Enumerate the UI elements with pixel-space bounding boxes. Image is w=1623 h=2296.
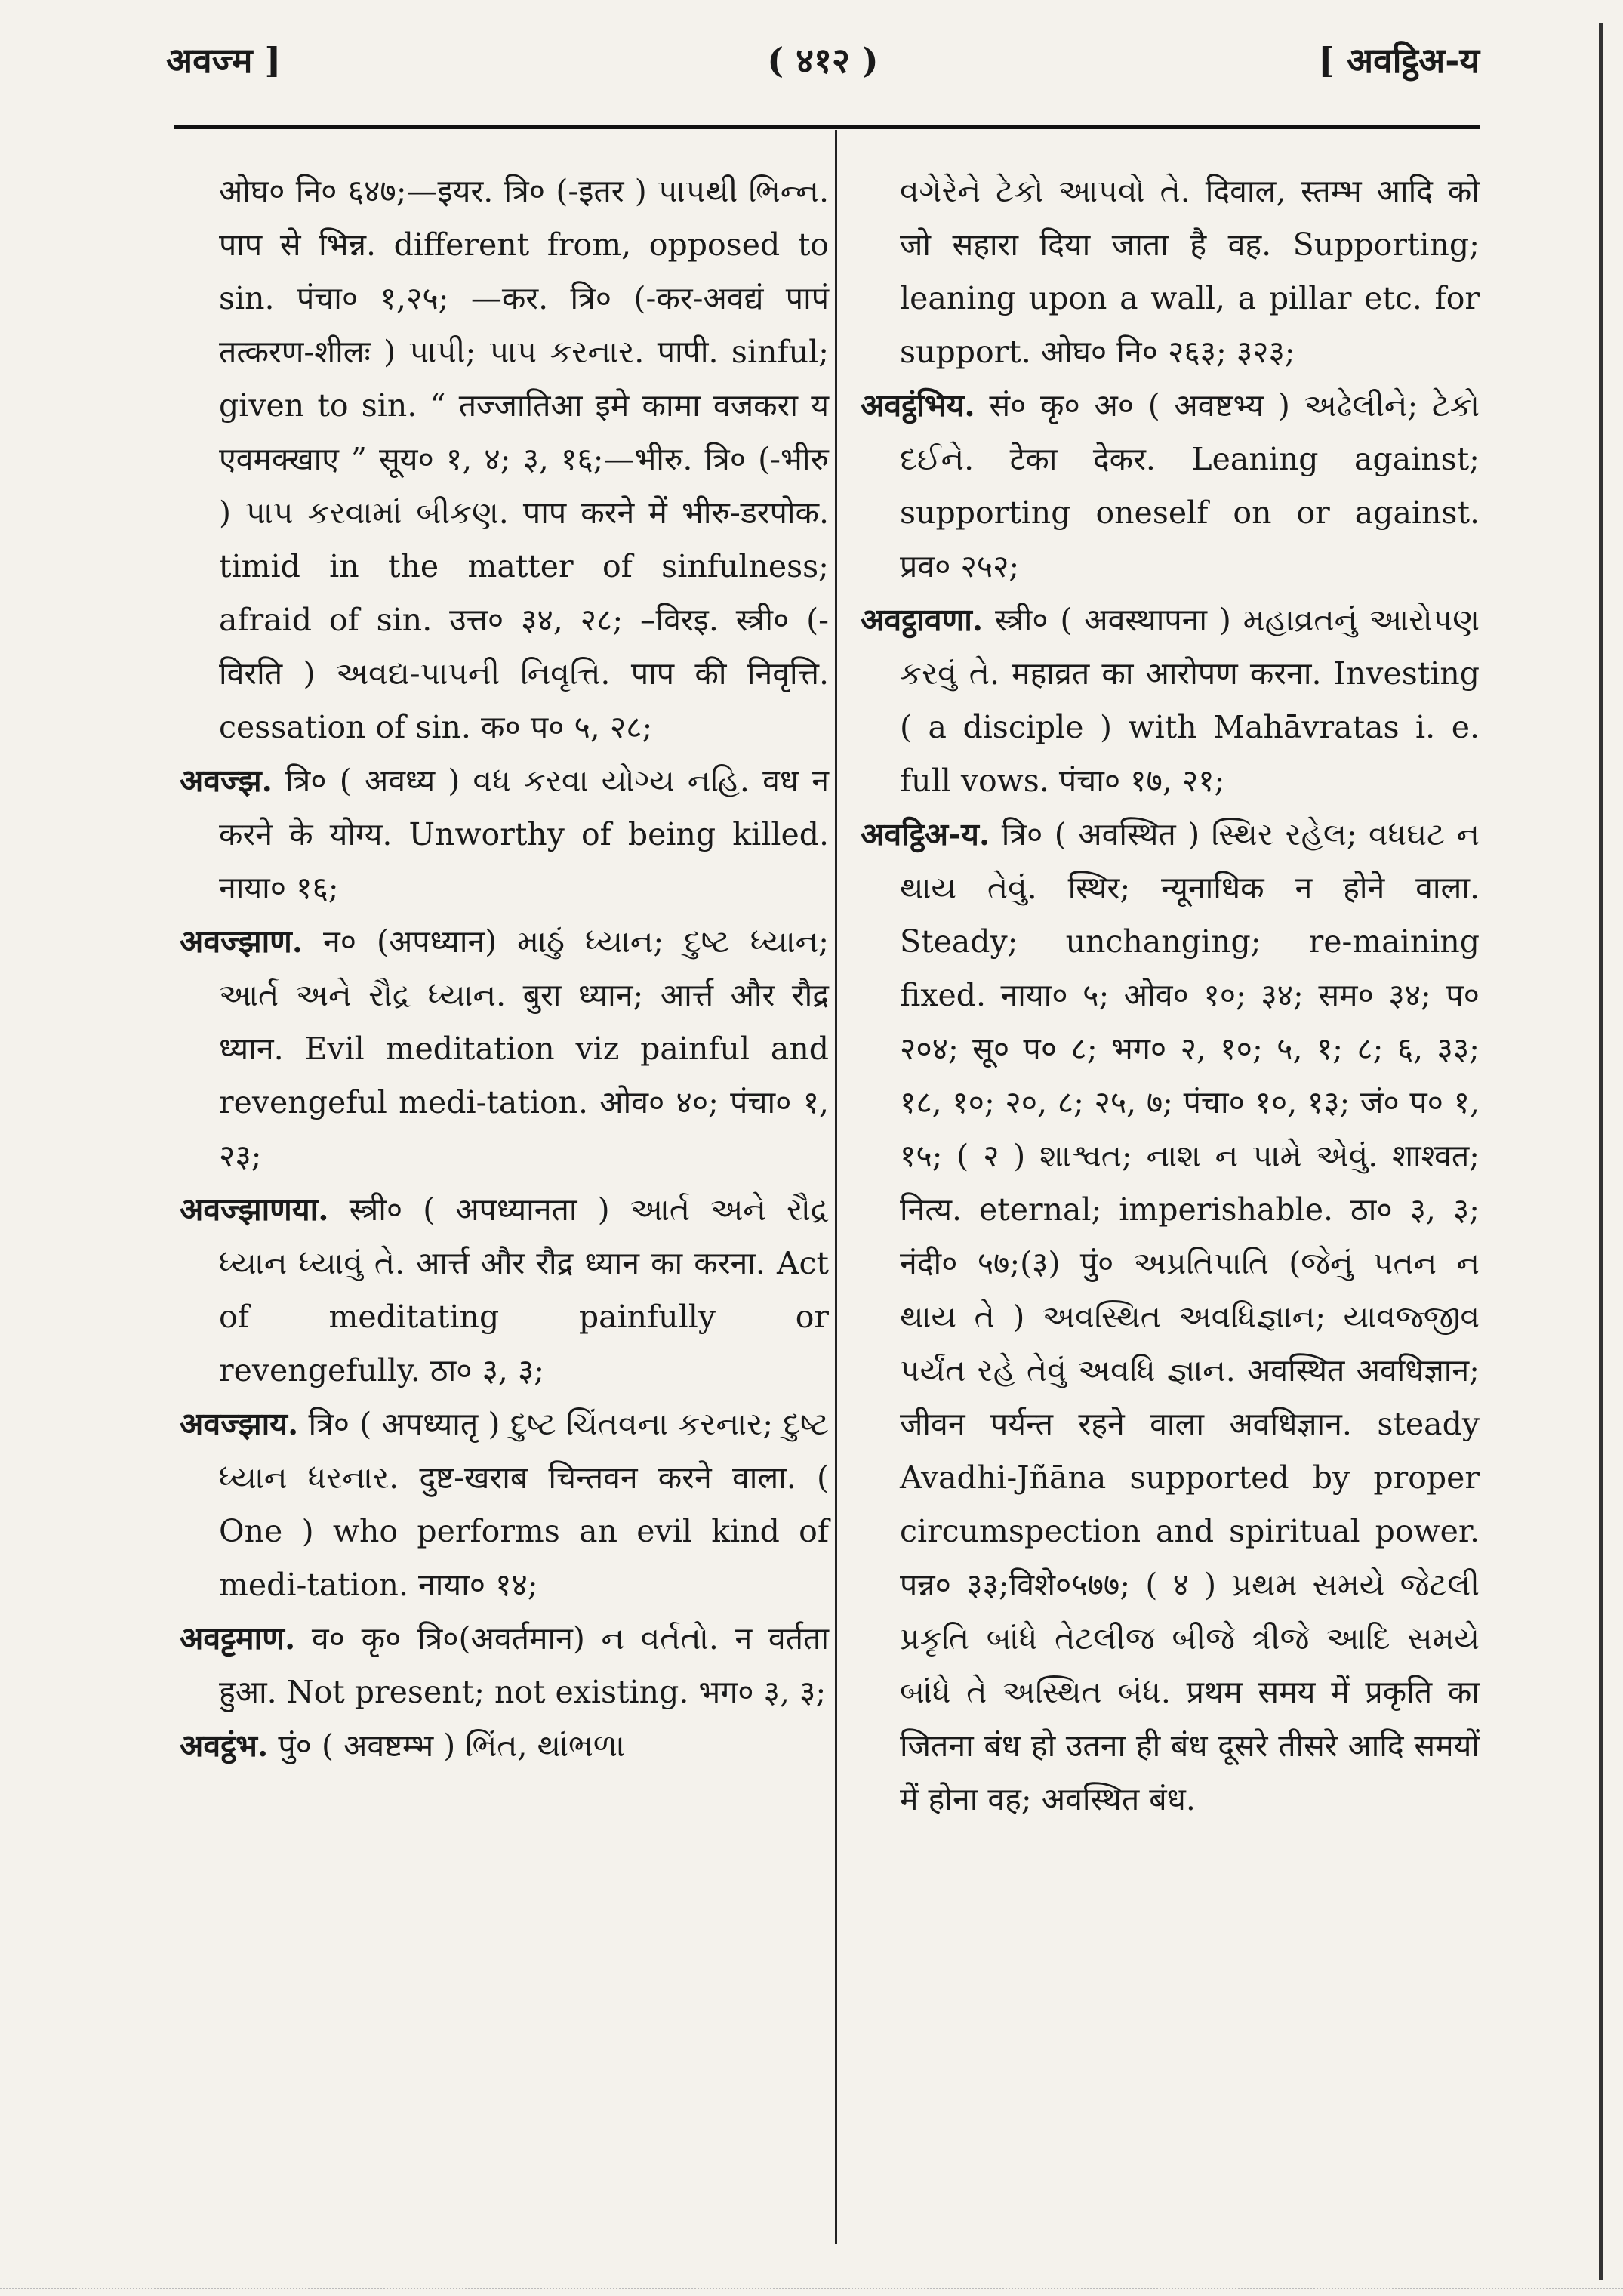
entry-headword: अवज्झाय. (180, 1406, 299, 1442)
entry-headword: अवट्ठिअ-य. (861, 816, 990, 852)
dictionary-entry (180, 1398, 829, 1612)
dictionary-entry (180, 1183, 829, 1398)
entry-text: न० (अपध्यान) માઠું ધ્યાન; દુષ્ટ ધ્યાન; આર્ત અને રૌદ્ર ધ્યાન. बुरा ध्यान; आर्त्त और रौद्र ध्यान. Evil meditation viz painful and revengeful medi-tation. ओव० ४०; पंचा० १, २३; (219, 923, 829, 1174)
entry-text: स्त्री० ( अवस्थापना ) મહાવ્રતનું આરોપણ કરવું તે. महाव्रत का आरोपण करना. Investing ( a disciple ) with Mahāvratas i. e. full vows. पंचा० १७, २१; (900, 602, 1480, 799)
entry-headword: अवट्ठावणा. (861, 602, 984, 638)
dictionary-entry (180, 754, 829, 915)
entry-text: पुं० ( अवष्टम्भ ) ભિંત, થાંભળા (278, 1727, 625, 1764)
entry-text: ओघ० नि० ६४७;—इयर. त्रि० (-इतर ) પાપથી ભિન્ન. पाप से भिन्न. different from, opposed to sin. पंचा० १,२५; —कर. त्रि० (-कर-अवद्यं पापं तत्करण-शीलः ) પાપી; પાપ કરનાર. पापी. sinful; given to sin. “ तज्जातिआ इमे कामा वजकरा य एवमक्खाए ” सूय० १, ४; ३, १६;—भीरु. त्रि० (-भीरु ) પાપ કરવામાં બીકણ. पाप करने में भीरु-डरपोक. timid in the matter of sinfulness; afraid of sin. उत्त० ३४, २८; –विरइ. स्त्री० (-विरति ) અવદ્ય-પાપની નિવૃત્તિ. पाप की निवृत्ति. cessation of sin. क० प० ५, २८; (219, 173, 829, 745)
entry-text: त्रि० ( अवध्य ) વધ કરવા યોગ્ય નહિ. वध न करने के योग्य. Unworthy of being killed. नाया० १६; (219, 763, 829, 906)
header-left-guideword: अवज्म ] (166, 40, 282, 81)
header-right-guideword: [ अवट्ठिअ-य (1318, 40, 1480, 81)
running-head (166, 36, 1480, 89)
entry-headword: अवज्झाणया. (180, 1191, 329, 1228)
entry-text: व० कृ० त्रि०(अवर्तमान) ન વર્તતો. न वर्तता हुआ. Not present; not existing. भग० ३, ३; (219, 1620, 829, 1710)
dictionary-entry (180, 1612, 829, 1719)
entry-text: त्रि० ( अवस्थित ) સ્થિર રહેલ; વધઘટ ન થાય તેવું. स्थिर; न्यूनाधिक न होने वाला. Steady; unchanging; re-maining fixed. नाया० ५; ओव० १०; ३४; सम० ३४; प० २०४; सू० प० ८; भग० २, १०; ५, १; ८; ६, ३३; १८, १०; २०, ८; २५, ७; पंचा० १०, १३; जं० प० १, १५; ( २ ) શાશ્વત; નાશ ન પામે એવું. शाश्वत; नित्य. eternal; imperishable. ठा० ३, ३; नंदी० ५७;(३) पुं० અપ્રતિપાતિ (જેનું પતન ન થાય તે ) અવસ્થિત અવધિજ્ઞાન; યાવજ્જીવ પર્યંત રહે તેવું અવધિ જ્ઞાન. अवस्थित अवधिज्ञान; जीवन पर्यन्त रहने वाला अवधिज्ञान. steady Avadhi-Jñāna supported by proper circumspection and spiritual power. पन्न० ३३;विशे०५७७; ( ४ ) પ્રથમ સમયે જેટલી પ્રકૃતિ બાંધે તેટલીજ બીજે ત્રીજે આદિ સમયે બાંધે તે અસ્થિત બંધ. प्रथम समय में प्रकृति का जितना बंध हो उतना ही बंध दूसरे तीसरे आदि समयों में होना वह; अवस्थित बंध. (900, 816, 1480, 1817)
entry-text: त्रि० ( अपध्यातृ ) દુષ્ટ ચિંતવના કરનાર; દુષ્ટ ધ્યાન ધરનાર. दुष्ट-खराब चिन्तवन करने वाला. ( One ) who performs an evil kind of medi-tation. नाया० १४; (219, 1406, 829, 1603)
dictionary-entry (861, 593, 1480, 808)
dictionary-entry (861, 165, 1480, 379)
dictionary-entry (861, 808, 1480, 1826)
dictionary-entry (180, 915, 829, 1183)
right-column (861, 165, 1480, 1826)
entry-headword: अवट्टमाण. (180, 1620, 296, 1657)
page-number: ( ४१२ ) (767, 40, 879, 81)
left-column (180, 165, 829, 1773)
dictionary-entry (180, 1719, 829, 1773)
bottom-dotted-edge (0, 2288, 1623, 2291)
entry-headword: अवट्ठंभिय. (861, 387, 975, 424)
entry-text: વગેરેને ટેકો આપવો તે. दिवाल, स्तम्भ आदि को जो सहारा दिया जाता है वह. Supporting; leaning upon a wall, a pillar etc. for support. ओघ० नि० २६३; ३२३; (900, 173, 1480, 370)
column-divider (835, 130, 837, 2244)
entry-headword: अवट्ठंभ. (180, 1727, 269, 1764)
dictionary-entry (861, 379, 1480, 593)
entry-headword: अवज्झाण. (180, 923, 303, 960)
header-rule (174, 125, 1480, 129)
entry-headword: अवज्झ. (180, 763, 273, 799)
entry-text: स्त्री० ( अपध्यानता ) આર્ત અને રૌદ્ર ધ્યાન ધ્યાવું તે. आर्त्त और रौद्र ध्यान का करना. Act of meditating painfully or revengefully. ठा० ३, ३; (219, 1191, 829, 1388)
entry-text: सं० कृ० अ० ( अवष्टभ्य ) અઢેલીને; ટેકો દઈને. टेका देकर. Leaning against; supporting oneself on or against. प्रव० २५२; (900, 387, 1480, 584)
page-edge-rule (1599, 23, 1603, 2280)
dictionary-entry (180, 165, 829, 754)
